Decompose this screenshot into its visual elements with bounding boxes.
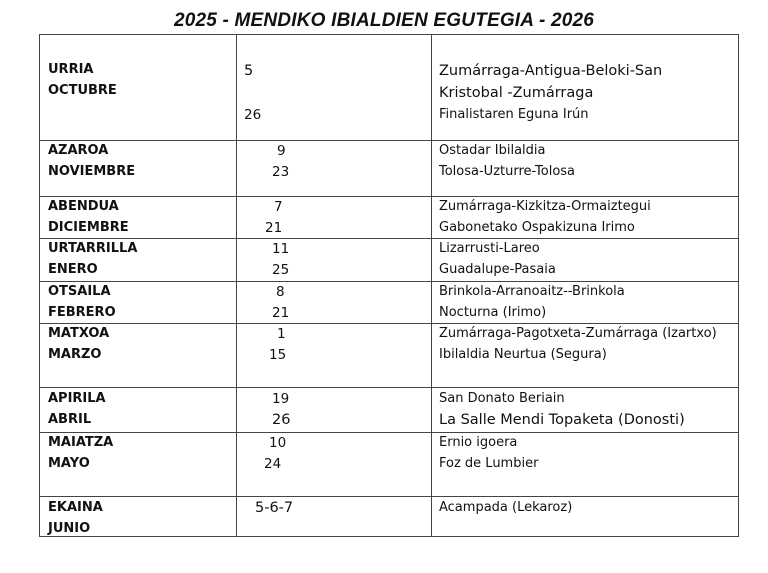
day-value: 15	[269, 347, 287, 363]
month-spanish: MARZO	[48, 347, 102, 362]
month-spanish: OCTUBRE	[48, 83, 117, 98]
day-value: 21	[265, 220, 283, 236]
event-name: Ernio igoera	[439, 435, 518, 450]
event-name: Acampada (Lekaroz)	[439, 500, 573, 515]
event-name: Zumárraga-Antigua-Beloki-San	[439, 63, 663, 79]
event-name: Ostadar Ibilaldia	[439, 143, 546, 158]
column-divider	[236, 35, 237, 536]
month-basque: EKAINA	[48, 500, 103, 515]
month-spanish: JUNIO	[48, 521, 91, 536]
page-title: 2025 - MENDIKO IBIALDIEN EGUTEGIA - 2026	[173, 10, 595, 31]
month-basque: AZAROA	[48, 143, 109, 158]
month-spanish: DICIEMBRE	[48, 220, 129, 235]
row-divider	[40, 281, 738, 282]
event-name: Nocturna (Irimo)	[439, 305, 547, 320]
row-divider	[40, 387, 738, 388]
column-divider	[431, 35, 432, 536]
day-value: 5	[244, 63, 254, 79]
month-spanish: FEBRERO	[48, 305, 116, 320]
day-value: 8	[276, 284, 285, 300]
day-value: 1	[277, 326, 286, 342]
event-name: Guadalupe-Pasaia	[439, 262, 556, 277]
row-divider	[40, 238, 738, 239]
day-value: 19	[272, 391, 290, 407]
event-name: Gabonetako Ospakizuna Irimo	[439, 220, 635, 235]
month-basque: ABENDUA	[48, 199, 119, 214]
day-value: 11	[272, 241, 290, 257]
month-spanish: ENERO	[48, 262, 98, 277]
event-name: Kristobal -Zumárraga	[439, 85, 594, 101]
month-spanish: ABRIL	[48, 412, 92, 427]
row-divider	[40, 432, 738, 433]
event-name: Finalistaren Eguna Irún	[439, 107, 589, 122]
day-value: 10	[269, 435, 287, 451]
month-basque: MATXOA	[48, 326, 110, 341]
day-value: 26	[244, 107, 262, 123]
event-name: Zumárraga-Pagotxeta-Zumárraga (Izartxo)	[439, 326, 717, 341]
month-basque: URRIA	[48, 62, 94, 77]
day-value: 7	[274, 199, 283, 215]
event-name: Lizarrusti-Lareo	[439, 241, 540, 256]
day-value: 26	[272, 412, 291, 428]
day-value: 23	[272, 164, 290, 180]
month-basque: APIRILA	[48, 391, 106, 406]
event-name: Ibilaldia Neurtua (Segura)	[439, 347, 607, 362]
event-name: Brinkola-Arranoaitz--Brinkola	[439, 284, 625, 299]
row-divider	[40, 140, 738, 141]
month-basque: MAIATZA	[48, 435, 114, 450]
row-divider	[40, 496, 738, 497]
event-name: San Donato Beriain	[439, 391, 565, 406]
month-basque: OTSAILA	[48, 284, 111, 299]
month-spanish: NOVIEMBRE	[48, 164, 136, 179]
event-name: Foz de Lumbier	[439, 456, 539, 471]
event-name: Tolosa-Uzturre-Tolosa	[439, 164, 576, 179]
month-basque: URTARRILLA	[48, 241, 138, 256]
event-name: La Salle Mendi Topaketa (Donosti)	[439, 412, 685, 428]
day-value: 25	[272, 262, 290, 278]
day-value: 24	[264, 456, 282, 472]
row-divider	[40, 323, 738, 324]
day-value: 21	[272, 305, 290, 321]
row-divider	[40, 196, 738, 197]
day-value: 9	[277, 143, 286, 159]
month-spanish: MAYO	[48, 456, 90, 471]
calendar-table	[39, 34, 739, 537]
day-value: 5-6-7	[255, 500, 294, 516]
event-name: Zumárraga-Kizkitza-Ormaiztegui	[439, 199, 651, 214]
